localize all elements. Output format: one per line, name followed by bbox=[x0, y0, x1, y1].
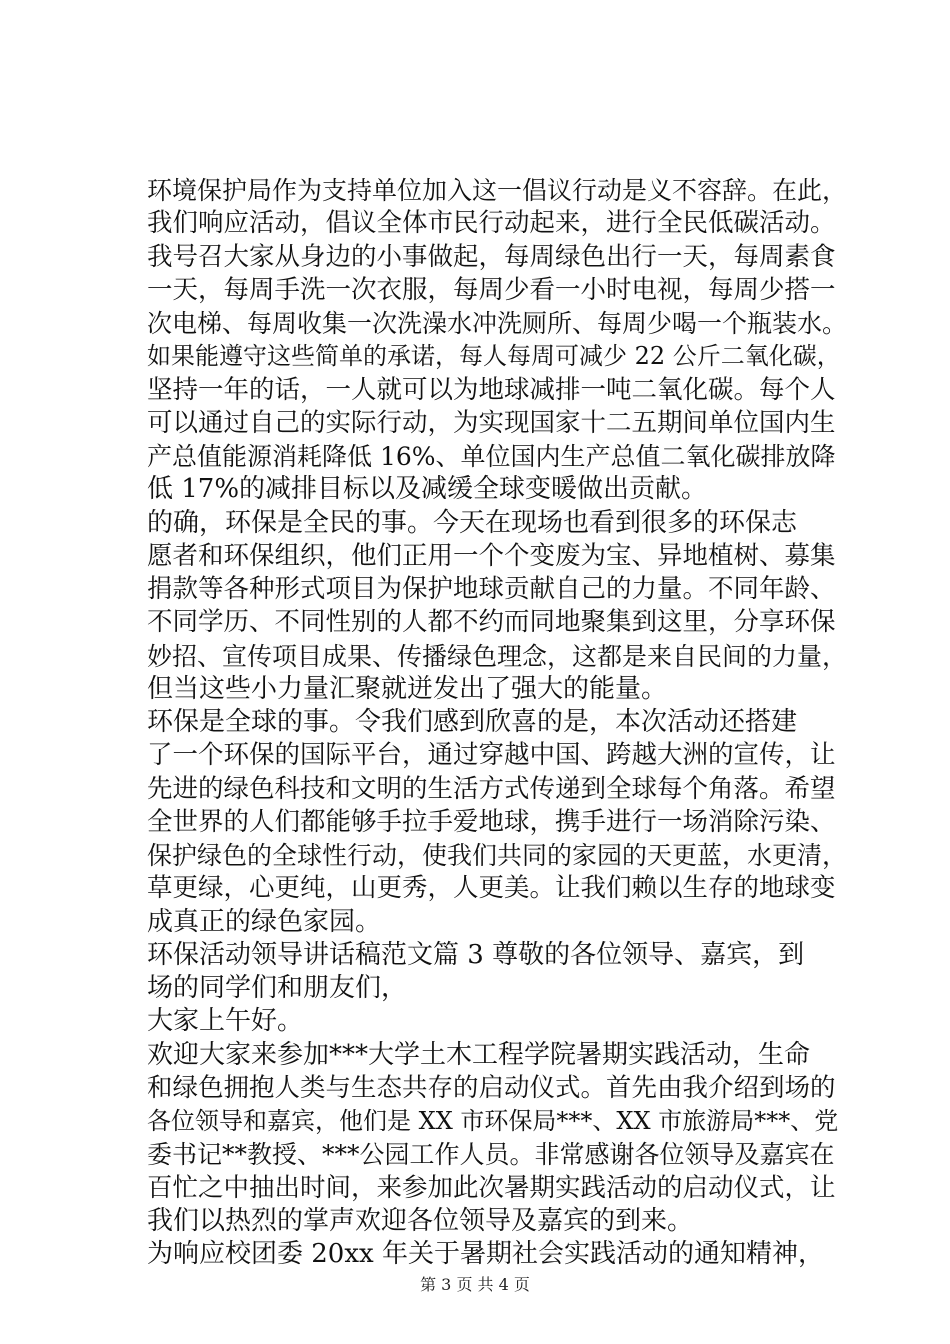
text-line: 场的同学们和朋友们， bbox=[147, 973, 408, 1003]
text-line: 坚持一年的话，一人就可以为地球减排一吨二氧化碳。每个人 bbox=[147, 374, 836, 405]
text-line: 环境保护局作为支持单位加入这一倡议行动是义不容辞。在此， bbox=[147, 176, 848, 205]
text-line: 环保活动领导讲话稿范文篇 3 尊敬的各位领导、嘉宾，到 bbox=[147, 939, 805, 970]
text-line: 委书记**教授、***公园工作人员。非常感谢各位领导及嘉宾在 bbox=[147, 1140, 835, 1170]
text-line: 全世界的人们都能够手拉手爱地球，携手进行一场消除污染、 bbox=[147, 806, 836, 837]
text-line: 大家上午好。 bbox=[147, 1006, 304, 1037]
page-number-footer: 第 3 页 共 4 页 bbox=[420, 1275, 530, 1294]
text-line: 成真正的绿色家园。 bbox=[147, 906, 382, 937]
text-line: 但当这些小力量汇聚就迸发出了强大的能量。 bbox=[147, 673, 668, 704]
document-body bbox=[147, 174, 847, 1271]
text-line: 如果能遵守这些简单的承诺，每人每周可减少 22 公斤二氧化碳， bbox=[147, 342, 841, 371]
text-line: 产总值能源消耗降低 16%、单位国内生产总值二氧化碳排放降 bbox=[147, 442, 836, 471]
text-line: 不同学历、不同性别的人都不约而同地聚集到这里，分享环保 bbox=[147, 607, 836, 638]
text-line: 保护绿色的全球性行动，使我们共同的家园的天更蓝，水更清， bbox=[147, 841, 848, 870]
text-line: 百忙之中抽出时间，来参加此次暑期实践活动的启动仪式，让 bbox=[147, 1172, 836, 1203]
text-line: 了一个环保的国际平台，通过穿越中国、跨越大洲的宣传，让 bbox=[147, 740, 836, 771]
text-line: 的确，环保是全民的事。今天在现场也看到很多的环保志 bbox=[147, 507, 798, 538]
text-line: 捐款等各种形式项目为保护地球贡献自己的力量。不同年龄、 bbox=[147, 574, 836, 604]
text-line: 可以通过自己的实际行动，为实现国家十二五期间单位国内生 bbox=[147, 407, 836, 438]
text-line: 我们响应活动，倡议全体市民行动起来，进行全民低碳活动。 bbox=[147, 208, 836, 239]
text-line: 环保是全球的事。令我们感到欣喜的是，本次活动还搭建 bbox=[147, 707, 798, 737]
text-line: 一天，每周手洗一次衣服，每周少看一小时电视，每周少搭一 bbox=[147, 274, 836, 305]
text-line: 次电梯、每周收集一次洗澡水冲洗厕所、每周少喝一个瓶装水。 bbox=[147, 309, 848, 338]
text-line: 欢迎大家来参加***大学土木工程学院暑期实践活动，生命 bbox=[147, 1039, 811, 1070]
text-line: 妙招、宣传项目成果、传播绿色理念，这都是来自民间的力量， bbox=[147, 641, 848, 671]
text-line: 我号召大家从身边的小事做起，每周绿色出行一天，每周素食 bbox=[147, 241, 836, 272]
text-line: 愿者和环保组织，他们正用一个个变废为宝、异地植树、募集 bbox=[147, 540, 836, 571]
text-line: 为响应校团委 20xx 年关于暑期社会实践活动的通知精神， bbox=[147, 1239, 824, 1269]
text-line: 各位领导和嘉宾，他们是 XX 市环保局***、XX 市旅游局***、党 bbox=[147, 1107, 839, 1135]
text-line: 草更绿，心更纯，山更秀，人更美。让我们赖以生存的地球变 bbox=[147, 873, 836, 904]
text-line: 和绿色拥抱人类与生态共存的启动仪式。首先由我介绍到场的 bbox=[147, 1072, 836, 1103]
text-line: 我们以热烈的掌声欢迎各位领导及嘉宾的到来。 bbox=[147, 1205, 694, 1236]
text-line: 先进的绿色科技和文明的生活方式传递到全球每个角落。希望 bbox=[147, 773, 836, 804]
text-line: 低 17%的减排目标以及减缓全球变暖做出贡献。 bbox=[147, 474, 708, 505]
